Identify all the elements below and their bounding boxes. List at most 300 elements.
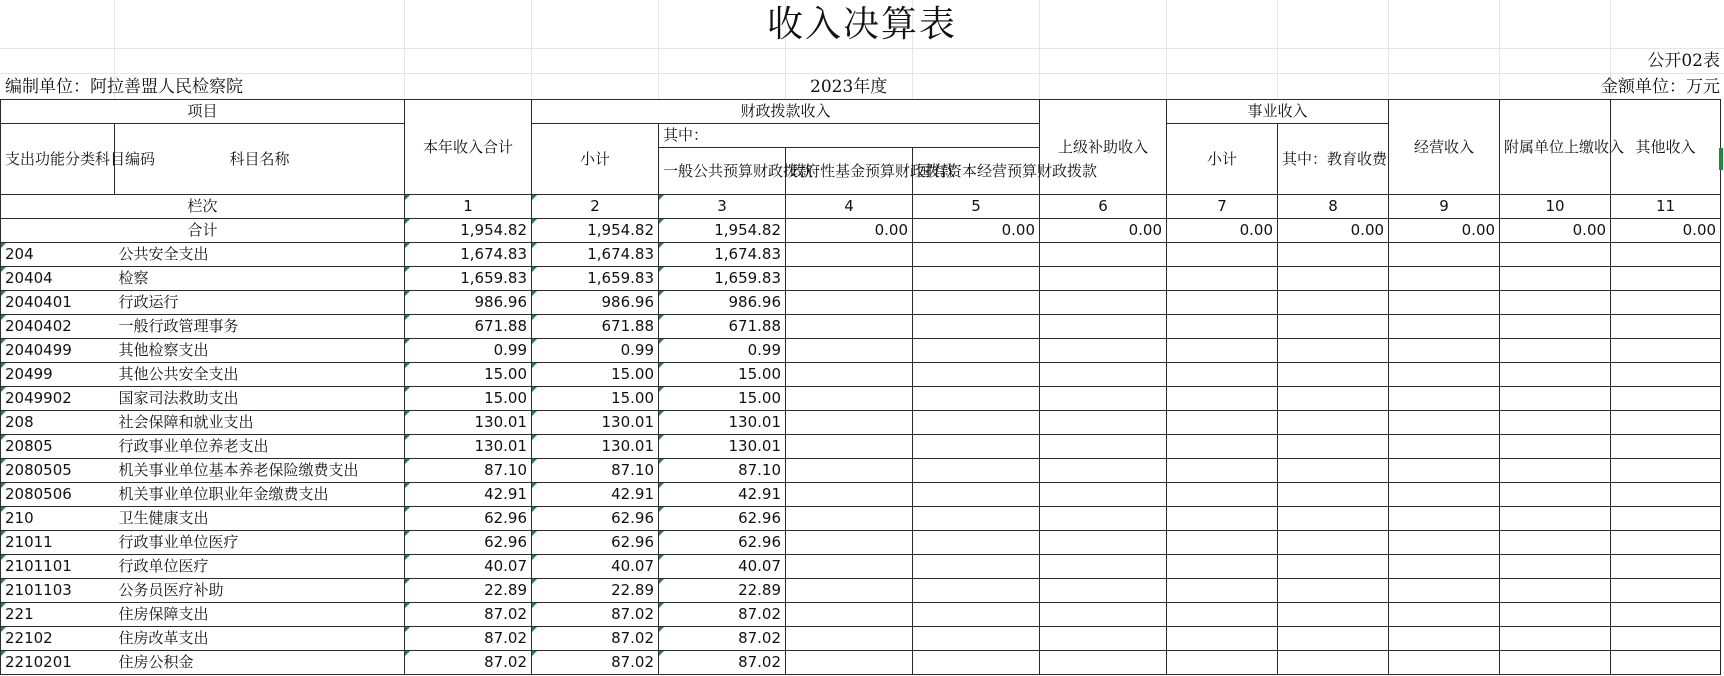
empty-cell xyxy=(1167,579,1278,603)
subject-name: 公共安全支出 xyxy=(115,243,405,267)
empty-cell xyxy=(913,435,1040,459)
empty-cell xyxy=(1611,387,1721,411)
table-row xyxy=(1,603,1721,627)
column-number: 3 xyxy=(659,195,786,219)
table-row xyxy=(1,363,1721,387)
subject-code: 2080506 xyxy=(1,483,115,507)
empty-cell xyxy=(1611,507,1721,531)
total-value: 0.00 xyxy=(1500,219,1611,243)
empty-cell xyxy=(1040,411,1167,435)
column-number: 2 xyxy=(532,195,659,219)
table-row xyxy=(1,267,1721,291)
empty-cell xyxy=(1500,507,1611,531)
empty-cell xyxy=(1278,339,1389,363)
total-value: 0.00 xyxy=(1278,219,1389,243)
empty-cell xyxy=(786,603,913,627)
empty-cell xyxy=(1040,339,1167,363)
column-number: 8 xyxy=(1278,195,1389,219)
empty-cell xyxy=(1611,579,1721,603)
empty-cell xyxy=(786,579,913,603)
empty-cell xyxy=(1167,411,1278,435)
subject-code: 20499 xyxy=(1,363,115,387)
empty-cell xyxy=(1611,555,1721,579)
fiscal-subtotal-value: 130.01 xyxy=(532,435,659,459)
general-budget-value: 671.88 xyxy=(659,315,786,339)
total-income-value: 42.91 xyxy=(405,483,532,507)
empty-cell xyxy=(1167,267,1278,291)
total-income-value: 15.00 xyxy=(405,363,532,387)
total-income-value: 22.89 xyxy=(405,579,532,603)
empty-cell xyxy=(786,435,913,459)
subject-code: 208 xyxy=(1,411,115,435)
subject-name: 住房保障支出 xyxy=(115,603,405,627)
empty-cell xyxy=(1389,411,1500,435)
fiscal-subtotal-value: 40.07 xyxy=(532,555,659,579)
empty-cell xyxy=(1040,579,1167,603)
subject-code: 204 xyxy=(1,243,115,267)
header-subject-name: 科目名称 xyxy=(115,124,405,195)
table-row xyxy=(1,651,1721,675)
empty-cell xyxy=(1278,315,1389,339)
empty-cell xyxy=(913,507,1040,531)
empty-cell xyxy=(1611,363,1721,387)
empty-cell xyxy=(1389,387,1500,411)
subject-name: 社会保障和就业支出 xyxy=(115,411,405,435)
empty-cell xyxy=(1167,483,1278,507)
empty-cell xyxy=(1167,555,1278,579)
report-year: 2023年度 xyxy=(810,77,888,97)
empty-cell xyxy=(786,243,913,267)
column-number: 6 xyxy=(1040,195,1167,219)
empty-cell xyxy=(913,267,1040,291)
empty-cell xyxy=(1500,411,1611,435)
empty-cell xyxy=(1278,483,1389,507)
table-row xyxy=(1,411,1721,435)
fiscal-subtotal-value: 986.96 xyxy=(532,291,659,315)
empty-cell xyxy=(1389,483,1500,507)
subject-name: 机关事业单位基本养老保险缴费支出 xyxy=(115,459,405,483)
fiscal-subtotal-value: 15.00 xyxy=(532,387,659,411)
subject-name: 一般行政管理事务 xyxy=(115,315,405,339)
total-income-value: 130.01 xyxy=(405,435,532,459)
table-row xyxy=(1,459,1721,483)
total-value: 0.00 xyxy=(1167,219,1278,243)
subject-name: 行政运行 xyxy=(115,291,405,315)
empty-cell xyxy=(1278,579,1389,603)
empty-cell xyxy=(913,579,1040,603)
header-subordinate-income: 附属单位上缴收入 xyxy=(1500,100,1611,195)
empty-cell xyxy=(1278,435,1389,459)
total-income-value: 986.96 xyxy=(405,291,532,315)
empty-cell xyxy=(913,411,1040,435)
empty-cell xyxy=(913,459,1040,483)
subject-code: 22102 xyxy=(1,627,115,651)
empty-cell xyxy=(1040,315,1167,339)
empty-cell xyxy=(786,291,913,315)
empty-cell xyxy=(1040,507,1167,531)
empty-cell xyxy=(1040,363,1167,387)
empty-cell xyxy=(1167,531,1278,555)
empty-cell xyxy=(1500,387,1611,411)
header-fiscal-group: 财政拨款收入 xyxy=(532,100,1040,124)
empty-cell xyxy=(1040,291,1167,315)
empty-cell xyxy=(1040,435,1167,459)
empty-cell xyxy=(1500,363,1611,387)
general-budget-value: 87.10 xyxy=(659,459,786,483)
empty-cell xyxy=(1611,315,1721,339)
column-number: 1 xyxy=(405,195,532,219)
empty-cell xyxy=(1040,627,1167,651)
empty-cell xyxy=(1167,459,1278,483)
table-row xyxy=(1,315,1721,339)
total-income-value: 87.10 xyxy=(405,459,532,483)
table-row xyxy=(1,555,1721,579)
empty-cell xyxy=(1040,483,1167,507)
fiscal-subtotal-value: 42.91 xyxy=(532,483,659,507)
empty-cell xyxy=(1278,267,1389,291)
empty-cell xyxy=(786,387,913,411)
header-education-fee: 其中：教育收费 xyxy=(1278,124,1389,195)
empty-cell xyxy=(1278,459,1389,483)
subject-name: 卫生健康支出 xyxy=(115,507,405,531)
table-row xyxy=(1,579,1721,603)
subject-code: 2101103 xyxy=(1,579,115,603)
general-budget-value: 42.91 xyxy=(659,483,786,507)
empty-cell xyxy=(786,483,913,507)
empty-cell xyxy=(1611,483,1721,507)
empty-cell xyxy=(1500,435,1611,459)
general-budget-value: 87.02 xyxy=(659,603,786,627)
subject-code: 2049902 xyxy=(1,387,115,411)
amount-unit: 金额单位：万元 xyxy=(1601,77,1720,97)
empty-cell xyxy=(913,627,1040,651)
empty-cell xyxy=(1611,459,1721,483)
empty-cell xyxy=(1278,531,1389,555)
subject-code: 20404 xyxy=(1,267,115,291)
empty-cell xyxy=(1167,507,1278,531)
total-value: 0.00 xyxy=(1389,219,1500,243)
empty-cell xyxy=(1389,267,1500,291)
total-income-value: 15.00 xyxy=(405,387,532,411)
fiscal-subtotal-value: 87.02 xyxy=(532,627,659,651)
column-index-row xyxy=(1,195,1721,219)
empty-cell xyxy=(1167,339,1278,363)
general-budget-value: 62.96 xyxy=(659,507,786,531)
header-code: 支出功能分类科目编码 xyxy=(1,124,115,195)
general-budget-value: 40.07 xyxy=(659,555,786,579)
empty-cell xyxy=(1278,411,1389,435)
general-budget-value: 130.01 xyxy=(659,435,786,459)
empty-cell xyxy=(1167,243,1278,267)
empty-cell xyxy=(1389,315,1500,339)
subject-code: 2101101 xyxy=(1,555,115,579)
empty-cell xyxy=(913,291,1040,315)
empty-cell xyxy=(913,315,1040,339)
empty-cell xyxy=(1389,651,1500,675)
total-value: 1,954.82 xyxy=(659,219,786,243)
empty-cell xyxy=(913,363,1040,387)
empty-cell xyxy=(1040,243,1167,267)
general-budget-value: 130.01 xyxy=(659,411,786,435)
total-value: 0.00 xyxy=(786,219,913,243)
empty-cell xyxy=(1500,243,1611,267)
empty-cell xyxy=(1389,339,1500,363)
empty-cell xyxy=(1278,243,1389,267)
empty-cell xyxy=(913,339,1040,363)
gridline xyxy=(0,73,1724,74)
table-row xyxy=(1,387,1721,411)
total-value: 0.00 xyxy=(1040,219,1167,243)
general-budget-value: 15.00 xyxy=(659,387,786,411)
empty-cell xyxy=(1278,555,1389,579)
subject-name: 国家司法救助支出 xyxy=(115,387,405,411)
header-row-1 xyxy=(1,100,1721,124)
column-number: 5 xyxy=(913,195,1040,219)
empty-cell xyxy=(1040,459,1167,483)
empty-cell xyxy=(1389,603,1500,627)
general-budget-value: 0.99 xyxy=(659,339,786,363)
header-fund-budget: 政府性基金预算财政拨款 xyxy=(786,148,913,195)
empty-cell xyxy=(1389,507,1500,531)
empty-cell xyxy=(913,387,1040,411)
general-budget-value: 87.02 xyxy=(659,651,786,675)
empty-cell xyxy=(1278,291,1389,315)
report-title: 收入决算表 xyxy=(766,4,957,45)
header-total-income: 本年收入合计 xyxy=(405,100,532,195)
general-budget-value: 22.89 xyxy=(659,579,786,603)
header-operating-income: 经营收入 xyxy=(1389,100,1500,195)
total-income-value: 87.02 xyxy=(405,627,532,651)
header-business-subtotal: 小计 xyxy=(1167,124,1278,195)
empty-cell xyxy=(786,459,913,483)
empty-cell xyxy=(1040,555,1167,579)
subject-code: 2040499 xyxy=(1,339,115,363)
table-row xyxy=(1,243,1721,267)
general-budget-value: 1,674.83 xyxy=(659,243,786,267)
table-row xyxy=(1,531,1721,555)
empty-cell xyxy=(913,243,1040,267)
empty-cell xyxy=(913,531,1040,555)
column-number: 4 xyxy=(786,195,913,219)
empty-cell xyxy=(1278,603,1389,627)
empty-cell xyxy=(1500,339,1611,363)
empty-cell xyxy=(1278,363,1389,387)
table-row xyxy=(1,339,1721,363)
header-other-income: 其他收入 xyxy=(1611,100,1721,195)
total-row xyxy=(1,219,1721,243)
total-income-value: 40.07 xyxy=(405,555,532,579)
empty-cell xyxy=(1500,291,1611,315)
subject-name: 其他检察支出 xyxy=(115,339,405,363)
subject-name: 其他公共安全支出 xyxy=(115,363,405,387)
subject-name: 行政事业单位养老支出 xyxy=(115,435,405,459)
empty-cell xyxy=(1167,315,1278,339)
table-row xyxy=(1,483,1721,507)
empty-cell xyxy=(913,555,1040,579)
total-value: 0.00 xyxy=(913,219,1040,243)
total-income-value: 1,659.83 xyxy=(405,267,532,291)
total-label: 合计 xyxy=(1,219,405,243)
empty-cell xyxy=(1389,627,1500,651)
empty-cell xyxy=(1167,435,1278,459)
empty-cell xyxy=(1389,555,1500,579)
total-income-value: 1,674.83 xyxy=(405,243,532,267)
subject-name: 公务员医疗补助 xyxy=(115,579,405,603)
form-number: 公开02表 xyxy=(1647,51,1720,71)
subject-code: 210 xyxy=(1,507,115,531)
empty-cell xyxy=(1389,363,1500,387)
general-budget-value: 15.00 xyxy=(659,363,786,387)
empty-cell xyxy=(1278,651,1389,675)
header-general-budget: 一般公共预算财政拨款 xyxy=(659,148,786,195)
table-row xyxy=(1,627,1721,651)
subject-name: 住房公积金 xyxy=(115,651,405,675)
empty-cell xyxy=(1167,363,1278,387)
total-value: 1,954.82 xyxy=(532,219,659,243)
empty-cell xyxy=(786,411,913,435)
fiscal-subtotal-value: 130.01 xyxy=(532,411,659,435)
empty-cell xyxy=(1500,555,1611,579)
empty-cell xyxy=(1611,243,1721,267)
general-budget-value: 62.96 xyxy=(659,531,786,555)
empty-cell xyxy=(1500,315,1611,339)
empty-cell xyxy=(1167,651,1278,675)
empty-cell xyxy=(1500,459,1611,483)
empty-cell xyxy=(1611,411,1721,435)
empty-cell xyxy=(1611,627,1721,651)
empty-cell xyxy=(1500,531,1611,555)
header-of-which: 其中： xyxy=(659,124,1040,148)
empty-cell xyxy=(1500,267,1611,291)
empty-cell xyxy=(786,627,913,651)
subject-name: 检察 xyxy=(115,267,405,291)
fiscal-subtotal-value: 62.96 xyxy=(532,507,659,531)
table-row xyxy=(1,291,1721,315)
empty-cell xyxy=(1278,627,1389,651)
general-budget-value: 87.02 xyxy=(659,627,786,651)
general-budget-value: 986.96 xyxy=(659,291,786,315)
subject-code: 20805 xyxy=(1,435,115,459)
subject-code: 2080505 xyxy=(1,459,115,483)
fiscal-subtotal-value: 0.99 xyxy=(532,339,659,363)
header-fiscal-subtotal: 小计 xyxy=(532,124,659,195)
empty-cell xyxy=(1500,627,1611,651)
empty-cell xyxy=(913,651,1040,675)
empty-cell xyxy=(1611,531,1721,555)
empty-cell xyxy=(786,315,913,339)
empty-cell xyxy=(1040,387,1167,411)
total-income-value: 62.96 xyxy=(405,531,532,555)
empty-cell xyxy=(1500,603,1611,627)
empty-cell xyxy=(1389,459,1500,483)
subject-code: 21011 xyxy=(1,531,115,555)
total-income-value: 0.99 xyxy=(405,339,532,363)
subject-name: 行政事业单位医疗 xyxy=(115,531,405,555)
fiscal-subtotal-value: 671.88 xyxy=(532,315,659,339)
empty-cell xyxy=(1500,651,1611,675)
compiling-unit: 编制单位：阿拉善盟人民检察院 xyxy=(5,77,243,97)
fiscal-subtotal-value: 87.02 xyxy=(532,651,659,675)
empty-cell xyxy=(1167,291,1278,315)
empty-cell xyxy=(786,507,913,531)
column-number: 10 xyxy=(1500,195,1611,219)
header-superior-subsidy: 上级补助收入 xyxy=(1040,100,1167,195)
empty-cell xyxy=(1389,435,1500,459)
fiscal-subtotal-value: 62.96 xyxy=(532,531,659,555)
subject-name: 住房改革支出 xyxy=(115,627,405,651)
total-income-value: 130.01 xyxy=(405,411,532,435)
header-item: 项目 xyxy=(1,100,405,124)
total-value: 1,954.82 xyxy=(405,219,532,243)
empty-cell xyxy=(786,339,913,363)
empty-cell xyxy=(1611,291,1721,315)
total-income-value: 671.88 xyxy=(405,315,532,339)
subject-code: 2040401 xyxy=(1,291,115,315)
empty-cell xyxy=(1040,267,1167,291)
empty-cell xyxy=(1500,579,1611,603)
subject-name: 机关事业单位职业年金缴费支出 xyxy=(115,483,405,507)
header-business-group: 事业收入 xyxy=(1167,100,1389,124)
empty-cell xyxy=(1611,267,1721,291)
cell-selection-marker xyxy=(1719,148,1723,170)
column-number: 7 xyxy=(1167,195,1278,219)
empty-cell xyxy=(1500,483,1611,507)
empty-cell xyxy=(1389,579,1500,603)
table-row xyxy=(1,435,1721,459)
total-value: 0.00 xyxy=(1611,219,1721,243)
fiscal-subtotal-value: 1,674.83 xyxy=(532,243,659,267)
empty-cell xyxy=(1040,531,1167,555)
empty-cell xyxy=(1611,435,1721,459)
empty-cell xyxy=(1611,603,1721,627)
column-number: 11 xyxy=(1611,195,1721,219)
empty-cell xyxy=(786,651,913,675)
total-income-value: 62.96 xyxy=(405,507,532,531)
empty-cell xyxy=(1611,651,1721,675)
subject-name: 行政单位医疗 xyxy=(115,555,405,579)
empty-cell xyxy=(1389,531,1500,555)
empty-cell xyxy=(1040,603,1167,627)
empty-cell xyxy=(913,483,1040,507)
empty-cell xyxy=(786,363,913,387)
subject-code: 2210201 xyxy=(1,651,115,675)
subject-code: 221 xyxy=(1,603,115,627)
column-number: 9 xyxy=(1389,195,1500,219)
empty-cell xyxy=(1389,291,1500,315)
empty-cell xyxy=(786,267,913,291)
fiscal-subtotal-value: 87.10 xyxy=(532,459,659,483)
table-row xyxy=(1,507,1721,531)
empty-cell xyxy=(1167,627,1278,651)
empty-cell xyxy=(1040,651,1167,675)
income-table xyxy=(0,99,1721,675)
fiscal-subtotal-value: 87.02 xyxy=(532,603,659,627)
empty-cell xyxy=(1278,387,1389,411)
empty-cell xyxy=(1167,603,1278,627)
subject-code: 2040402 xyxy=(1,315,115,339)
general-budget-value: 1,659.83 xyxy=(659,267,786,291)
empty-cell xyxy=(1278,507,1389,531)
fiscal-subtotal-value: 15.00 xyxy=(532,363,659,387)
row-index-label: 栏次 xyxy=(1,195,405,219)
empty-cell xyxy=(786,531,913,555)
header-capital-budget: 国有资本经营预算财政拨款 xyxy=(913,148,1040,195)
empty-cell xyxy=(1611,339,1721,363)
empty-cell xyxy=(786,555,913,579)
fiscal-subtotal-value: 22.89 xyxy=(532,579,659,603)
total-income-value: 87.02 xyxy=(405,651,532,675)
empty-cell xyxy=(913,603,1040,627)
